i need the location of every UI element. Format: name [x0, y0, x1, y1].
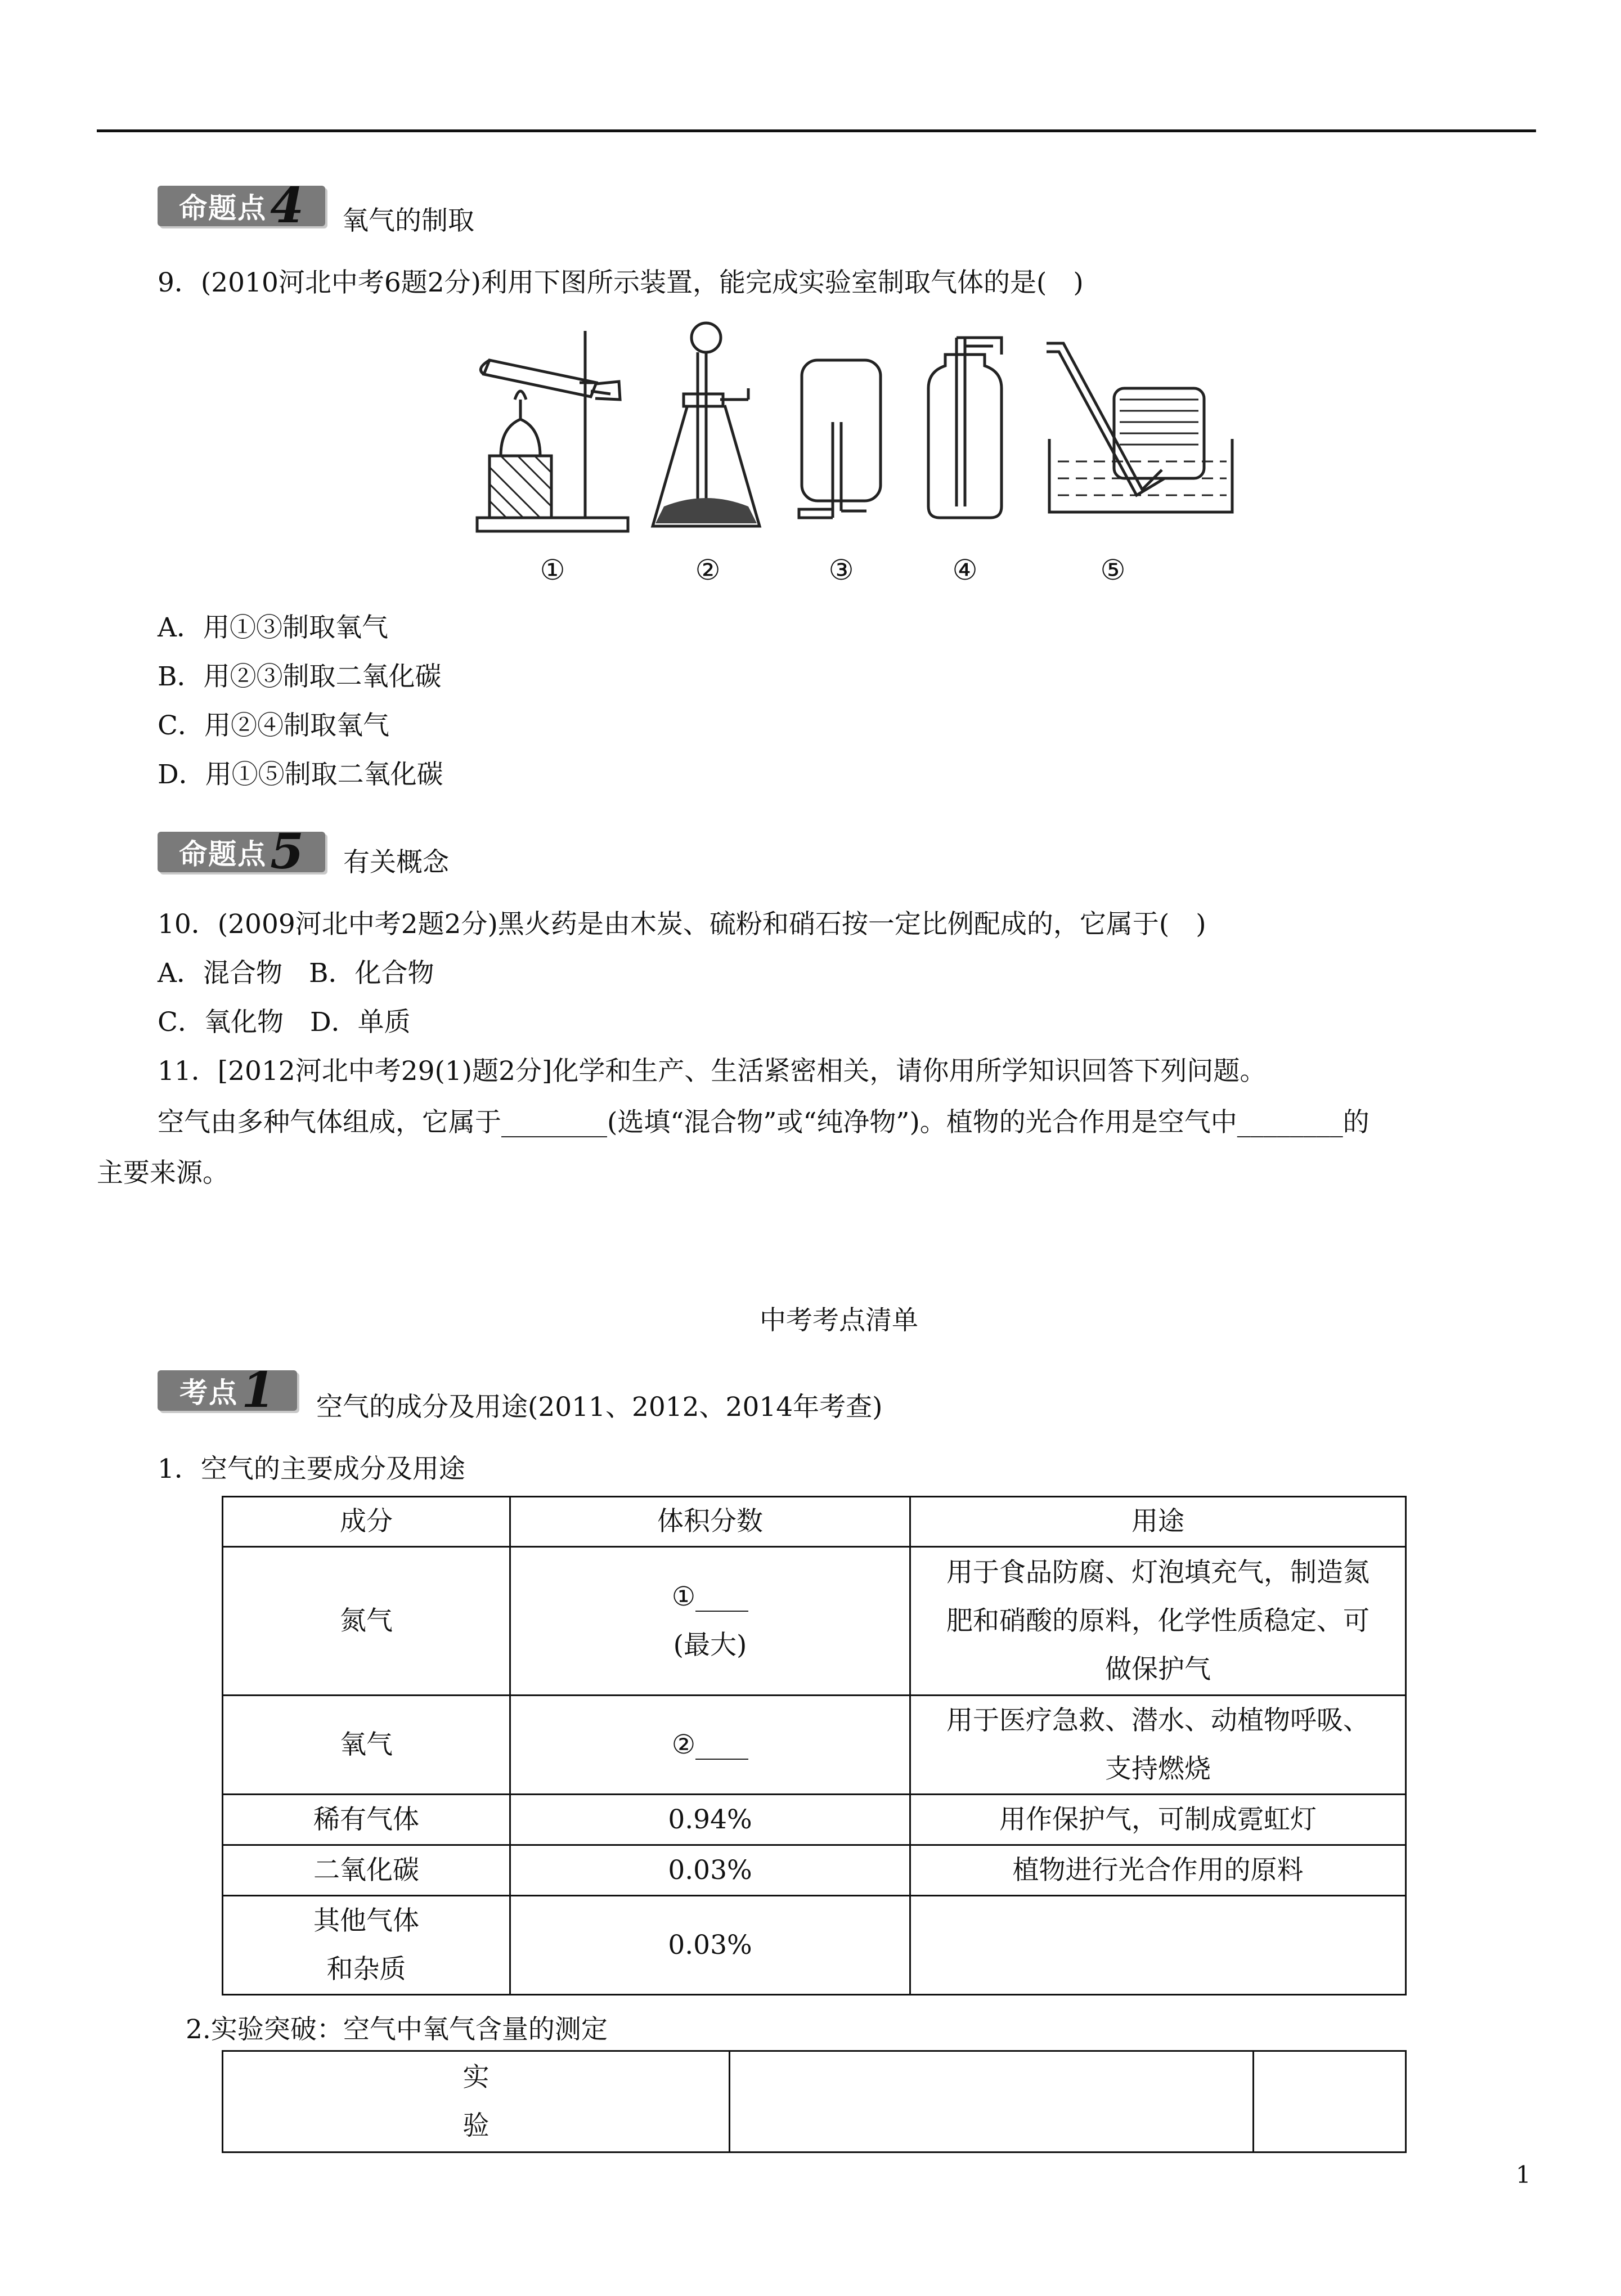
section-tag-5: [158, 823, 325, 880]
question-10-options-1: A．混合物 B．化合物: [158, 958, 434, 989]
table-cell-fraction: 0.94%: [510, 1795, 910, 1845]
section-tag-label: 命题点: [179, 838, 267, 871]
apparatus-1-heating-setup: [477, 331, 628, 531]
table-cell-name: 氮气: [223, 1547, 510, 1696]
subheading-1: 1．空气的主要成分及用途: [158, 1454, 465, 1485]
page-number: 1: [1516, 2161, 1531, 2189]
section-title-5: 有关概念: [343, 847, 449, 878]
table-cell-use: [910, 1547, 1406, 1696]
option-b: B．用②③制取二氧化碳: [158, 661, 442, 692]
kaodian-tag-number: 1: [241, 1362, 275, 1419]
question-11-body-2: 主要来源。: [97, 1158, 229, 1189]
use-line: 肥和硝酸的原料，化学性质稳定、可: [946, 1605, 1369, 1636]
name-line: 其他气体: [313, 1905, 419, 1936]
table-cell-use: 植物进行光合作用的原料: [910, 1845, 1406, 1896]
table-cell-name: 二氧化碳: [223, 1845, 510, 1896]
table-cell-name: [223, 1896, 510, 1995]
table-cell-name: 稀有气体: [223, 1795, 510, 1845]
question-10-options-2: C．氧化物 D．单质: [158, 1007, 411, 1038]
experiment-table: [222, 2050, 1407, 2153]
kaodian-tag-label: 考点: [179, 1376, 239, 1409]
apparatus-figure: [467, 321, 1243, 597]
apparatus-4-gas-bottle: [928, 338, 1002, 518]
use-line: 用于食品防腐、灯泡填充气，制造氮: [946, 1557, 1369, 1588]
fraction-blank: ①____: [671, 1581, 749, 1612]
table-cell-name: 氧气: [223, 1696, 510, 1795]
use-line: 支持燃烧: [1105, 1753, 1211, 1784]
apparatus-label-1: ①: [540, 554, 565, 586]
table-header-fraction: 体积分数: [510, 1497, 910, 1547]
label-line: 验: [462, 2110, 490, 2141]
section-tag-label: 命题点: [179, 192, 267, 225]
experiment-cell-empty: [1254, 2051, 1406, 2152]
top-rule: [97, 129, 1536, 132]
apparatus-5-water-trough: [1047, 343, 1232, 512]
use-line: 做保护气: [1105, 1653, 1211, 1685]
experiment-cell-label: [223, 2051, 730, 2152]
name-line: 和杂质: [326, 1953, 406, 1985]
subheading-2: 2.实验突破：空气中氧气含量的测定: [186, 2014, 608, 2045]
checklist-title: 中考考点清单: [760, 1305, 918, 1336]
question-10-stem: 10．(2009河北中考2题2分)黑火药是由木炭、硫粉和硝石按一定比例配成的，它属于( ): [158, 909, 1206, 940]
question-11-body-1: 空气由多种气体组成，它属于________(选填“混合物”或“纯净物”)。植物的光合作用是空气中________的: [158, 1107, 1369, 1138]
table-cell-fraction: [510, 1547, 910, 1696]
label-line: 实: [462, 2061, 490, 2093]
kaodian-tag-1: [158, 1362, 297, 1419]
table-header-component: 成分: [223, 1497, 510, 1547]
table-cell-fraction: 0.03%: [510, 1845, 910, 1896]
table-cell-use: 用作保护气，可制成霓虹灯: [910, 1795, 1406, 1845]
section-tag-number: 4: [270, 177, 304, 234]
composition-table: [222, 1496, 1407, 1995]
option-c: C．用②④制取氧气: [158, 710, 389, 741]
apparatus-2-conical-flask: [653, 323, 760, 526]
fraction-note: (最大): [673, 1629, 747, 1661]
option-d: D．用①⑤制取二氧化碳: [158, 759, 443, 790]
apparatus-3-inverted-bottle: [799, 360, 881, 518]
experiment-cell-empty: [730, 2051, 1254, 2152]
question-9-stem: 9．(2010河北中考6题2分)利用下图所示装置，能完成实验室制取气体的是( ): [158, 267, 1084, 298]
option-a: A．用①③制取氧气: [158, 612, 388, 643]
kaodian-title-1: 空气的成分及用途(2011、2012、2014年考查): [316, 1392, 883, 1423]
table-cell-use: [910, 1896, 1406, 1995]
section-title-4: 氧气的制取: [342, 205, 474, 236]
apparatus-label-3: ③: [828, 554, 854, 586]
table-cell-use: [910, 1696, 1406, 1795]
section-tag-4: [158, 177, 325, 234]
table-cell-fraction: 0.03%: [510, 1896, 910, 1995]
question-11-stem: 11．[2012河北中考29(1)题2分]化学和生产、生活紧密相关，请你用所学知识回答下列问题。: [158, 1056, 1267, 1087]
section-tag-number: 5: [270, 823, 304, 880]
apparatus-label-5: ⑤: [1100, 554, 1126, 586]
apparatus-label-2: ②: [695, 554, 721, 586]
use-line: 用于医疗急救、潜水、动植物呼吸、: [946, 1705, 1369, 1736]
apparatus-label-4: ④: [952, 554, 978, 586]
table-cell-fraction: ②____: [510, 1696, 910, 1795]
table-header-use: 用途: [910, 1497, 1406, 1547]
